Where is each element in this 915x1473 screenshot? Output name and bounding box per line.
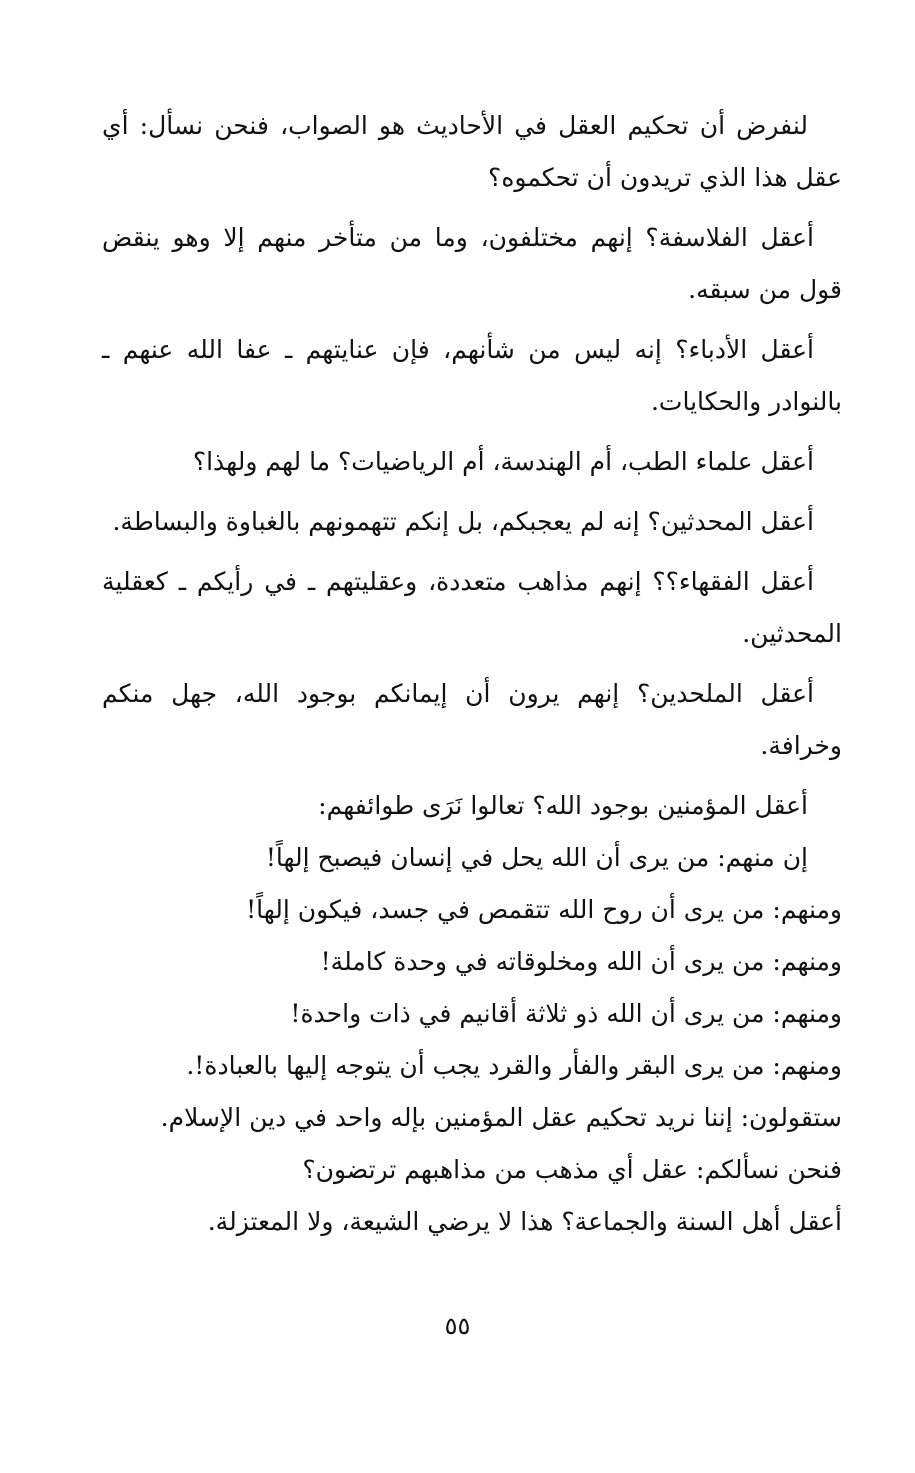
- line-9: أعقل أهل السنة والجماعة؟ هذا لا يرضي الشيعة، ولا المعتزلة.: [207, 1207, 842, 1236]
- line-3: ومنهم: من يرى أن روح الله تتقمص في جسد، فيكون إلهاً!: [246, 895, 842, 924]
- paragraph-7: أعقل الملحدين؟ إنهم يرون أن إيمانكم بوجود الله، جهل منكم وخرافة.: [102, 679, 842, 760]
- page-number: ٥٥: [444, 1312, 471, 1340]
- line-8: فنحن نسألكم: عقل أي مذهب من مذاهبهم ترتضون؟: [302, 1155, 842, 1184]
- paragraph-1: لنفرض أن تحكيم العقل في الأحاديث هو الصواب، فنحن نسأل: أي عقل هذا الذي تريدون أن تحكموه؟: [102, 111, 842, 192]
- line-2: إن منهم: من يرى أن الله يحل في إنسان فيصبح إلهاً!: [265, 843, 808, 872]
- paragraph-3: أعقل الأدباء؟ إنه ليس من شأنهم، فإن عنايتهم ـ عفا الله عنهم ـ بالنوادر والحكايات.: [102, 335, 842, 416]
- line-6: ومنهم: من يرى البقر والفأر والقرد يجب أن يتوجه إليها بالعبادة!.: [186, 1051, 842, 1080]
- paragraph-6: أعقل الفقهاء؟؟ إنهم مذاهب متعددة، وعقليتهم ـ في رأيكم ـ كعقلية المحدثين.: [102, 567, 842, 648]
- paragraph-5: أعقل المحدثين؟ إنه لم يعجبكم، بل إنكم تتهمونهم بالغباوة والبساطة.: [112, 507, 814, 536]
- line-4: ومنهم: من يرى أن الله ومخلوقاته في وحدة كاملة!: [320, 947, 842, 976]
- line-7: ستقولون: إننا نريد تحكيم عقل المؤمنين بإله واحد في دين الإسلام.: [160, 1103, 842, 1132]
- line-1: أعقل المؤمنين بوجود الله؟ تعالوا نَرَى طوائفهم:: [318, 791, 808, 820]
- paragraph-4: أعقل علماء الطب، أم الهندسة، أم الرياضيات؟ ما لهم ولهذا؟: [192, 447, 814, 476]
- line-5: ومنهم: من يرى أن الله ذو ثلاثة أقانيم في ذات واحدة!: [290, 999, 842, 1028]
- paragraph-2: أعقل الفلاسفة؟ إنهم مختلفون، وما من متأخر منهم إلا وهو ينقض قول من سبقه.: [102, 223, 842, 304]
- body-text: [102, 100, 842, 1248]
